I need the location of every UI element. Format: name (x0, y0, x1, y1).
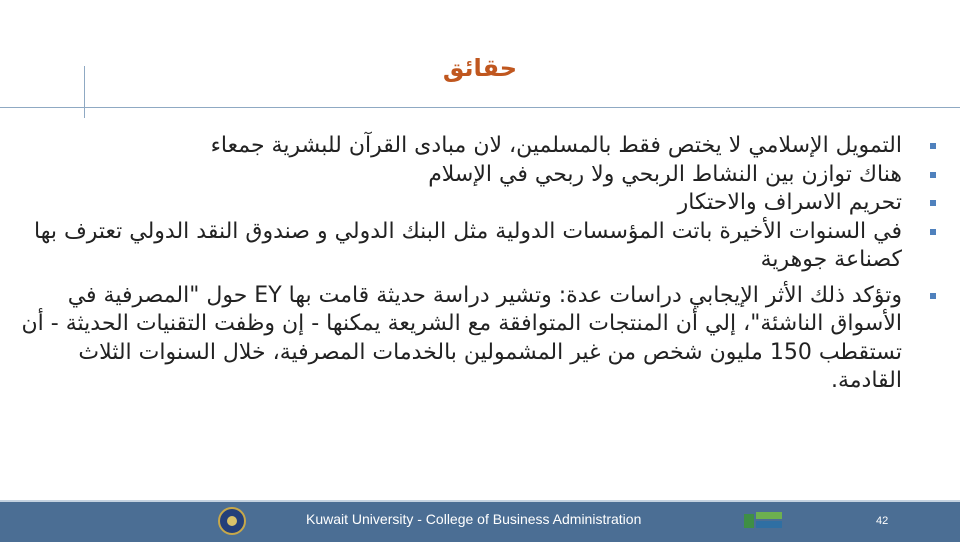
bullet-list (14, 132, 936, 396)
bullet-item (14, 189, 936, 218)
logo-block (756, 521, 782, 528)
square-bullet-icon (930, 172, 936, 178)
logo-block (744, 514, 754, 528)
bullet-text: تحريم الاسراف والاحتكار (677, 190, 902, 215)
bullet-text: التمويل الإسلامي لا يختص فقط بالمسلمين، لان مبادى القرآن للبشرية جمعاء (210, 133, 902, 158)
square-bullet-icon (930, 200, 936, 206)
bullet-text: في السنوات الأخيرة باتت المؤسسات الدولية مثل البنك الدولي و صندوق النقد الدولي تعترف بها كصناعة جوهرية (33, 218, 902, 272)
square-bullet-icon (930, 293, 936, 299)
seal-center (227, 516, 237, 526)
bullet-text: هناك توازن بين النشاط الربحي ولا ربحي في الإسلام (428, 161, 902, 187)
logo-block (756, 512, 782, 519)
bullet-item (14, 161, 936, 190)
bullet-item (14, 282, 936, 396)
university-seal-logo-icon (218, 507, 246, 535)
bullet-text: وتؤكد ذلك الأثر الإيجابي دراسات عدة: وتشير دراسة حديثة قامت بها EY حول "المصرفية في الأسواق الناشئة"، إلي أن المنتجات المتوافقة مع الشريعة يمكنها - إن وظفت التقنيات الحديثة - أن تستقطب 150 مليون شخص من غير المشمولين بالخدمات المصرفية، خلال السنوات الثلاث القادمة. (21, 282, 902, 393)
square-bullet-icon (930, 229, 936, 235)
bullet-item (14, 218, 936, 275)
bullet-item (14, 132, 936, 161)
page-number: 42 (876, 515, 889, 527)
square-bullet-icon (930, 143, 936, 149)
footer-institution-text: Kuwait University - College of Business Administration (306, 511, 642, 527)
slide-title: حقائق (442, 54, 518, 82)
title-divider-horizontal (0, 107, 960, 108)
bullet-list-container (14, 132, 936, 396)
college-logo-icon (744, 512, 784, 532)
title-divider-vertical (84, 66, 85, 118)
